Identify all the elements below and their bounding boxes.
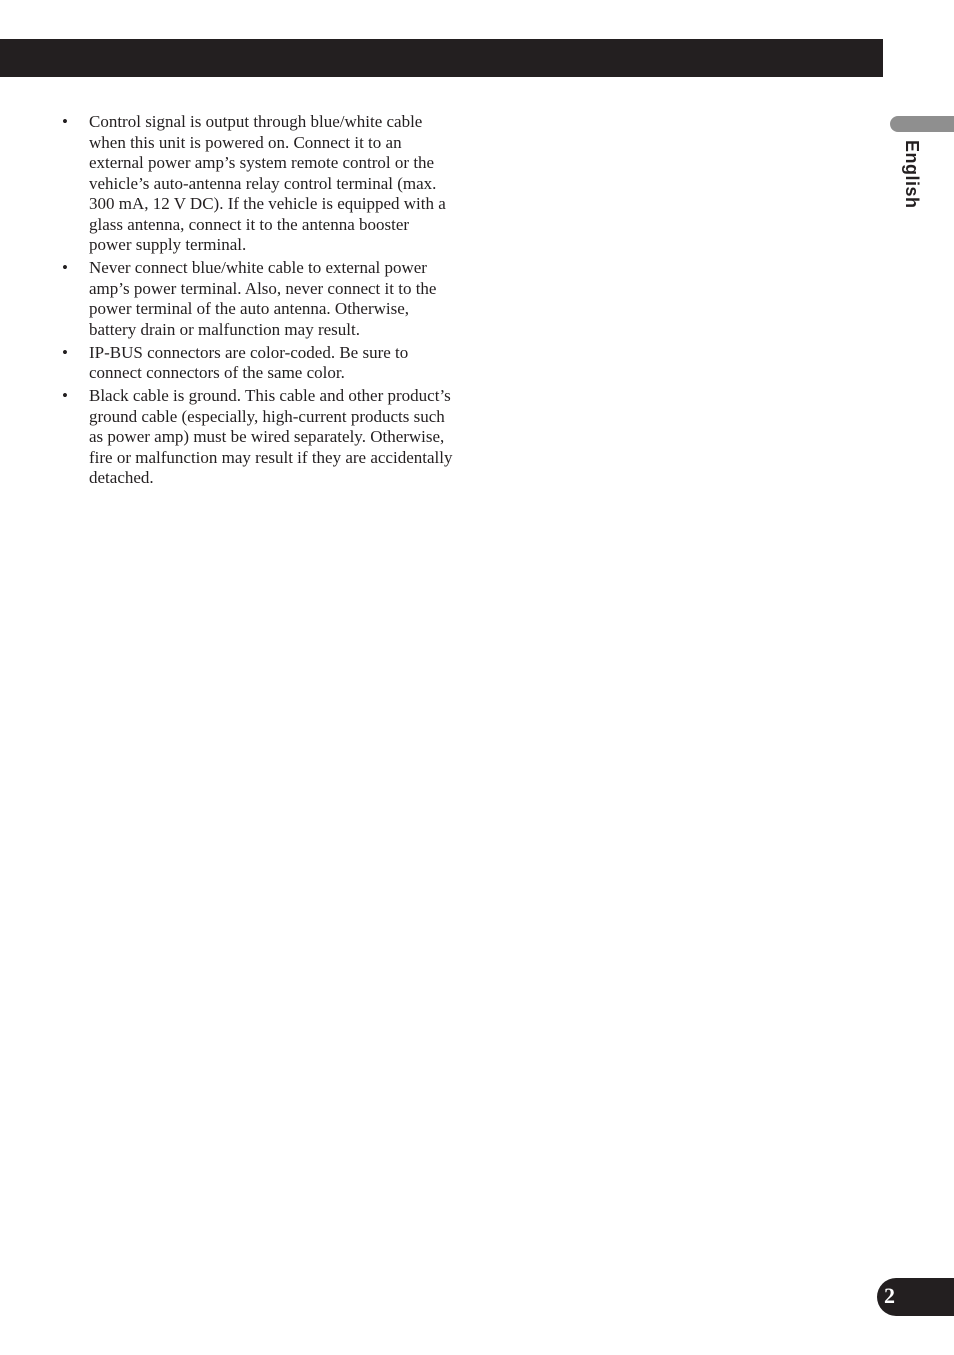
list-item-text: Never connect blue/white cable to external power amp’s power terminal. Also, never connect it to the power terminal of the auto antenna. Otherwise, battery drain or malfunction may result. <box>89 258 437 339</box>
bullet-icon: • <box>62 112 68 131</box>
bullet-icon: • <box>62 386 68 406</box>
header-bar <box>0 39 883 77</box>
list-item-text: Black cable is ground. This cable and other product’s ground cable (especially, high-current products such as power amp) must be wired separately. Otherwise, fire or malfunction may result if they are accidentally detached. <box>89 386 453 488</box>
language-label: English <box>902 140 922 209</box>
page-number: 2 <box>884 1283 895 1308</box>
list-item-text: Control signal is output through blue/white cable when this unit is powered on. Connect it to an external power amp’s system remote control or the vehicle’s auto-antenna relay control terminal (max. 300 mA, 12 V DC). If the vehicle is equipped with a glass antenna, connect it to the antenna booster power supply terminal. <box>89 112 446 254</box>
list-item <box>60 112 455 256</box>
bullet-icon: • <box>62 258 68 278</box>
list-item <box>60 258 455 340</box>
list-item-text: IP-BUS connectors are color-coded. Be sure to connect connectors of the same color. <box>89 342 409 383</box>
bullet-icon: • <box>62 342 68 362</box>
bullet-list <box>60 112 455 489</box>
main-content <box>60 112 455 491</box>
list-item <box>60 343 455 384</box>
language-tab <box>890 116 954 132</box>
list-item <box>60 386 455 489</box>
